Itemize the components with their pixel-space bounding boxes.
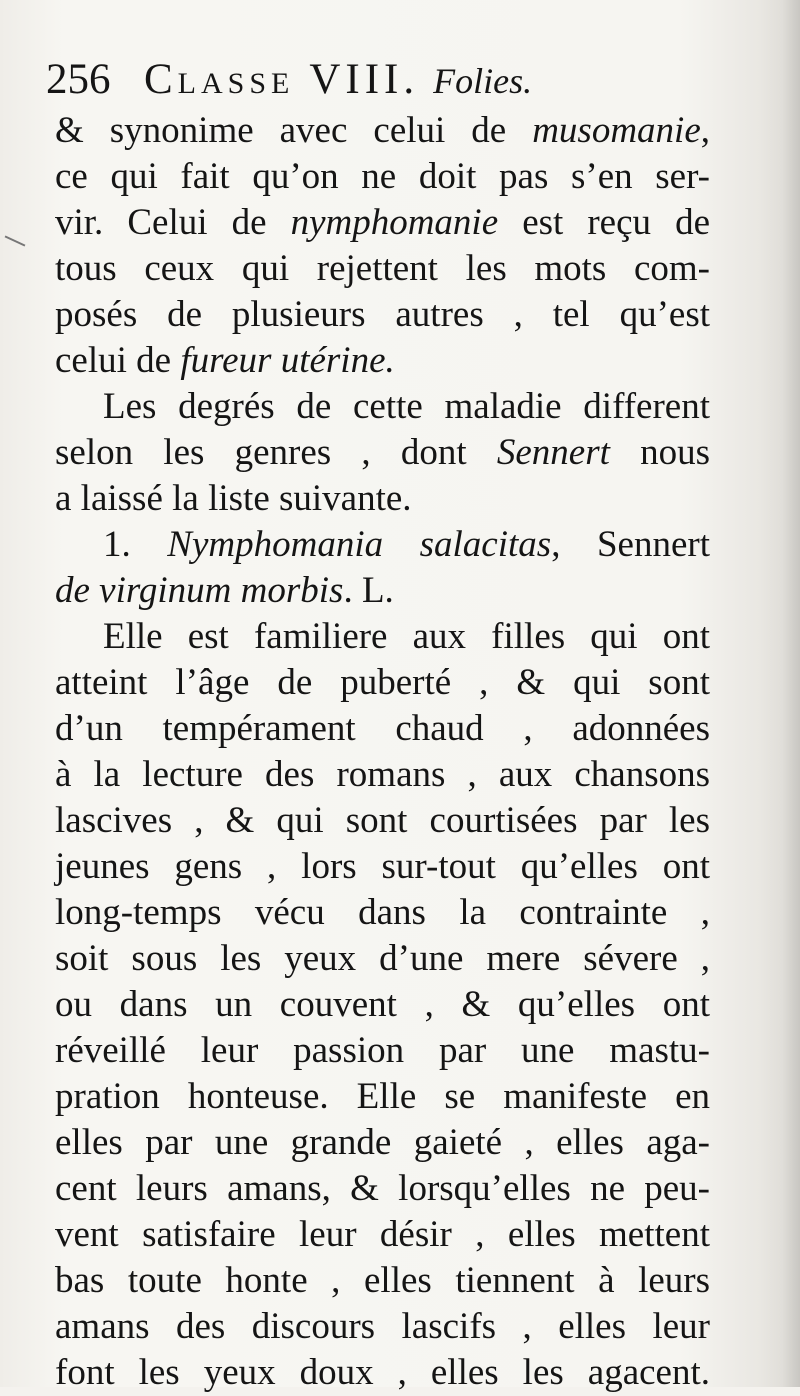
text-segment: , [700, 110, 710, 151]
text-line [55, 1258, 710, 1304]
text-segment: soit sous les yeux d’une mere sévere , [55, 938, 710, 979]
italic-text: fureur utérine. [180, 340, 395, 381]
text-line [55, 982, 710, 1028]
text-line [55, 108, 710, 154]
class-heading: Classe VIII. [144, 56, 420, 103]
text-segment: à la lecture des romans , aux chansons [55, 754, 710, 795]
text-line [55, 246, 710, 292]
text-line [55, 384, 710, 430]
running-header [46, 50, 746, 110]
text-line [55, 936, 710, 982]
italic-text: musomanie [532, 110, 701, 151]
text-segment: amans des discours lascifs , elles leur [55, 1306, 710, 1347]
text-segment: ou dans un couvent , & qu’elles ont [55, 984, 710, 1025]
text-line [55, 1166, 710, 1212]
text-segment: cent leurs amans, & lorsqu’elles ne peu- [55, 1168, 710, 1209]
text-line [55, 200, 710, 246]
italic-text: de virginum morbis [55, 570, 344, 611]
text-line [55, 292, 710, 338]
text-segment: nous [609, 432, 711, 473]
text-line [55, 154, 710, 200]
margin-mark [5, 235, 26, 246]
text-line [55, 430, 710, 476]
text-segment: vir. Celui de [55, 202, 291, 243]
text-segment: & synonime avec celui de [55, 110, 533, 151]
section-title: Folies. [433, 61, 533, 101]
text-segment: . L. [343, 570, 394, 611]
text-segment: Elle est familiere aux filles qui ont [103, 616, 710, 657]
text-line [55, 752, 710, 798]
text-segment: ce qui fait qu’on ne doit pas s’en ser- [55, 156, 710, 197]
text-segment: a laissé la liste suivante. [55, 478, 412, 519]
italic-text: nymphomanie [290, 202, 499, 243]
text-segment: tous ceux qui rejettent les mots com- [55, 248, 710, 289]
text-segment: réveillé leur passion par une mastu- [55, 1030, 710, 1071]
italic-text: Nymphomania salacitas [167, 524, 552, 565]
text-segment: Les degrés de cette maladie different [103, 386, 710, 427]
text-line [55, 614, 710, 660]
text-segment: jeunes gens , lors sur-tout qu’elles ont [55, 846, 710, 887]
text-segment: posés de plusieurs autres , tel qu’est [55, 294, 710, 335]
text-segment: elles par une grande gaieté , elles aga- [55, 1122, 710, 1163]
text-segment: atteint l’âge de puberté , & qui sont [55, 662, 710, 703]
text-line [55, 1212, 710, 1258]
italic-text: Sennert [496, 432, 610, 473]
text-segment: lascives , & qui sont courtisées par les [55, 800, 710, 841]
text-line [55, 476, 710, 522]
text-line [55, 568, 710, 614]
text-segment: bas toute honte , elles tiennent à leurs [55, 1260, 710, 1301]
page-edge-shadow [782, 0, 800, 1387]
text-line [55, 338, 710, 384]
text-line [55, 1074, 710, 1120]
text-line [55, 522, 710, 568]
text-segment: 1. [103, 524, 168, 565]
text-line [55, 1028, 710, 1074]
text-segment: font les yeux doux , elles les agacent. [55, 1352, 710, 1393]
text-segment: pration honteuse. Elle se manifeste en [55, 1076, 710, 1117]
text-segment: celui de [55, 340, 181, 381]
text-line [55, 706, 710, 752]
text-segment: , Sennert [551, 524, 711, 565]
text-line [55, 1120, 710, 1166]
page-number: 256 [46, 56, 111, 103]
text-line [55, 798, 710, 844]
text-segment: est reçu de [498, 202, 710, 243]
text-segment: d’un tempérament chaud , adonnées [55, 708, 710, 749]
text-line [55, 660, 710, 706]
text-line [55, 890, 710, 936]
body-text [55, 108, 710, 1396]
text-line [55, 844, 710, 890]
text-line [55, 1350, 710, 1396]
text-segment: selon les genres , dont [55, 432, 497, 473]
text-segment: long-temps vécu dans la contrainte , [55, 892, 710, 933]
text-segment: vent satisfaire leur désir , elles mettent [55, 1214, 710, 1255]
text-line [55, 1304, 710, 1350]
